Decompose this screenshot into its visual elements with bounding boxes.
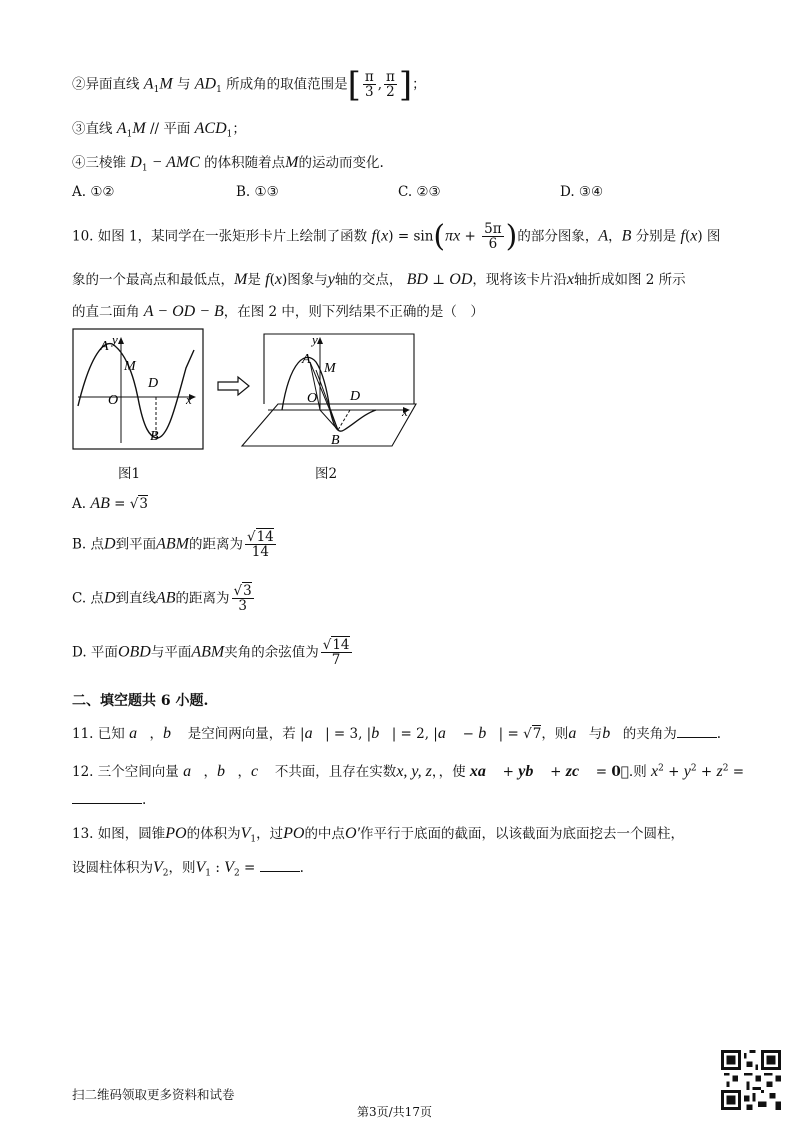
q13-line2: 设圆柱体积为$V_2$，则$V_1$ : $V_2$ = . (72, 859, 304, 879)
figure-1 (72, 328, 204, 450)
svg-text:O: O (307, 391, 318, 406)
svg-text:A: A (100, 339, 109, 354)
svg-text:x: x (186, 392, 192, 407)
q9-option-d: D. ③④ (560, 184, 604, 200)
statement-3: ③直线 $A_1M$ // 平面 $ACD_1$； (72, 120, 246, 140)
svg-text:y: y (112, 332, 118, 347)
statement-4: ④三棱锥 $D_1$ − AMC 的体积随着点M的运动而变化. (72, 154, 384, 174)
svg-text:D: D (148, 376, 159, 391)
q10-option-a: A. AB = √3 (72, 495, 148, 512)
svg-text:D: D (350, 389, 361, 404)
footer-promo: 扫二维码领取更多资料和试卷 (72, 1087, 235, 1102)
page-number: 第3页/共17页 (357, 1105, 432, 1119)
q13-line1: 13. 如图，圆锥PO的体积为$V_1$，过PO的中点O′作平行于底面的截面，以该截面为底面挖去一个圆柱， (72, 825, 684, 845)
svg-text:B: B (331, 433, 340, 448)
q10-option-d: D. 平面OBD与平面ABM夹角的余弦值为 $\frac{√14}{7}$ (72, 637, 350, 669)
figure-2-caption: 图2 (315, 466, 338, 482)
qr-code-icon (721, 1050, 781, 1110)
svg-text:A: A (302, 352, 311, 367)
figure-1-caption: 图1 (118, 466, 141, 482)
q10-line1: 10. 如图 1，某同学在一张矩形卡片上绘制了函数 f(x) = sin(πx + $\frac{5\pi}{6}$ )的部分图象，A，B 分别是 f(x) 图 (72, 219, 721, 255)
section-title: 二、填空题共 6 小题. (72, 693, 209, 709)
svg-text:B: B (150, 429, 159, 444)
q10-line2: 象的一个最高点和最低点，M是 f(x)图象与y轴的交点， BD ⊥ OD，现将该卡片沿x轴折成如图 2 所示 (72, 271, 686, 288)
svg-text:O: O (108, 393, 119, 408)
q12: 12. 三个空间向量 a⃗，b⃗，c⃗ 不共面，且存在实数x, y, z，，使 xa⃗ + yb⃗ + zc⃗ = 0⃗.则 $x^2 + y^2 + z^2$ = (72, 763, 745, 780)
q9-option-b: B. ①③ (236, 184, 279, 200)
q12-blank: . (72, 792, 146, 808)
svg-text:M: M (324, 361, 336, 376)
svg-text:y: y (312, 332, 318, 347)
svg-text:x: x (402, 404, 408, 419)
q9-option-a: A. ①② (72, 184, 115, 200)
q9-option-c: C. ②③ (398, 184, 441, 200)
figure-2 (238, 330, 418, 452)
q10-line3: 的直二面角 A − OD − B，在图 2 中，则下列结果不正确的是（ ） (72, 303, 484, 320)
q11: 11. 已知 a⃗，b⃗ 是空间两向量，若 |a⃗| = 3, |b⃗| = 2, |a⃗ − b⃗| = √7，则a⃗与b⃗的夹角为 . (72, 725, 722, 742)
statement-2: ②异面直线 $A_1M$ 与 $AD_1$ 所成角的取值范围是[ $\frac{\pi}{3}$ , $\frac{\pi}{2}$ ]； (72, 65, 426, 105)
svg-text:M: M (124, 359, 136, 374)
q10-option-c: C. 点D到直线AB的距离为 $\frac{√3}{3}$ (72, 583, 252, 615)
q10-option-b: B. 点D到平面ABM的距离为 $\frac{√14}{14}$ (72, 529, 274, 561)
